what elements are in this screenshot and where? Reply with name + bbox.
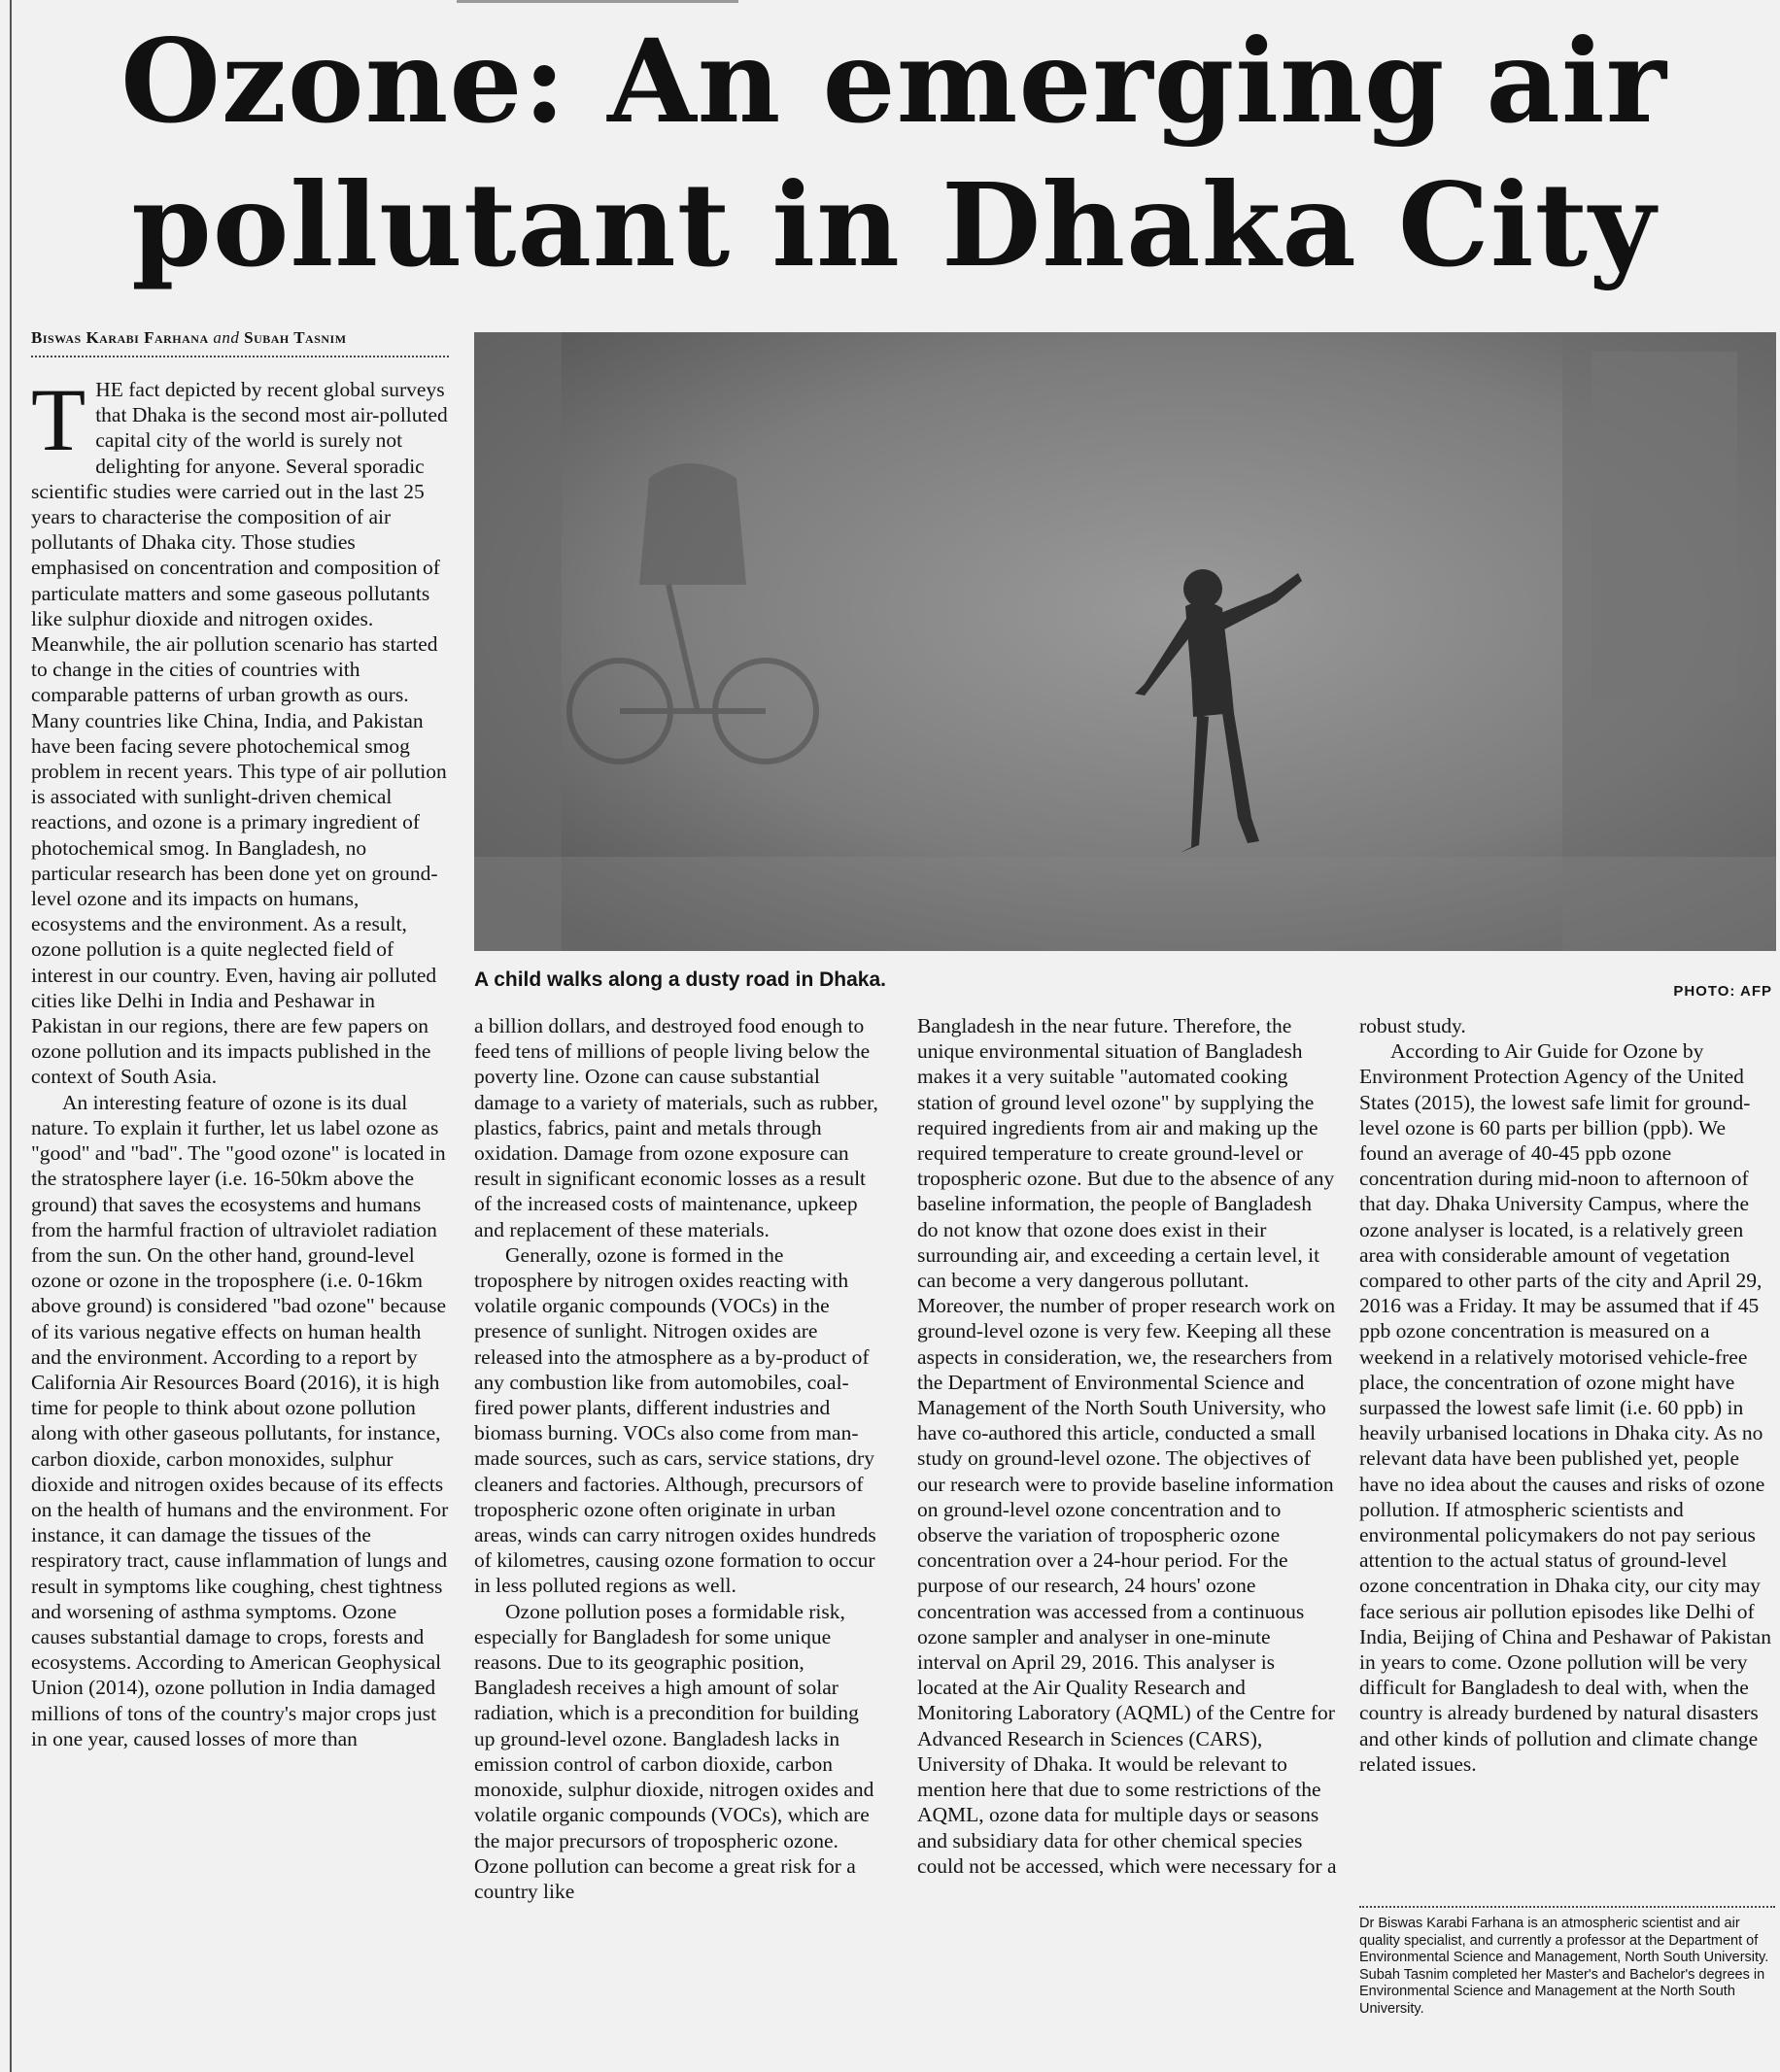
vehicle-silhouette [1592, 352, 1737, 701]
article-paragraph: An interesting feature of ozone is its dual nature. To explain it further, let us label ozone as "good" and "bad". The "good ozone" is located in the stratosphere layer (i.e. 16-50km above the ground) that saves the ecosystems and humans from the harmful fraction of ultraviolet radiation from the sun. On the other hand, ground-level ozone or ozone in the troposphere (i.e. 0-16km above ground) is considered "bad ozone" because of its various negative effects on human health and the environment. According to a report by California Air Resources Board (2016), it is high time for people to think about ozone pollution along with other gaseous pollutants, for instance, carbon dioxide, carbon monoxides, sulphur dioxide and nitrogen oxides because of its effects on the health of humans and the environment. For instance, it can damage the tissues of the respiratory tract, cause inflammation of lungs and result in symptoms like coughing, chest tightness and worsening of asthma symptoms. Ozone causes substantial damage to crops, forests and ecosystems. According to American Geophysical Union (2014), ozone pollution in India damaged millions of tons of the country's major crops just in one year, caused losses of more than [31, 1090, 449, 1750]
photo-illustration [474, 332, 1776, 951]
headline: Ozone: An emerging air pollutant in Dhaka City [120, 14, 1667, 292]
byline-conjunction: and [213, 328, 240, 347]
article-paragraph [31, 377, 449, 1090]
author-2: Subah Tasnim [244, 328, 347, 347]
article-paragraph: Ozone pollution poses a formidable risk, especially for Bangladesh for some unique reasons. Due to its geographic position, Bangladesh receives a high amount of solar radiation, which is a precondition for building up ground-level ozone. Bangladesh lacks in emission control of carbon dioxide, carbon monoxide, sulphur dioxide, nitrogen oxides and volatile organic compounds (VOCs), which are the major precursors of tropospheric ozone. Ozone pollution can become a great risk for a country like [474, 1599, 874, 1903]
article-paragraph: Bangladesh in the near future. Therefore, the unique environmental situation of Bangladesh makes it a very suitable "automated cooking station of ground level ozone" by supplying the required ingredients from air and making up the required temperature to create ground-level or tropospheric ozone. But due to the absence of any baseline information, the people of Bangladesh do not know that ozone does exist in their surrounding air, and exceeding a certain level, it can become a very dangerous pollutant. Moreover, the number of proper research work on ground-level ozone is very few. Keeping all these aspects in consideration, we, the researchers from the Department of Environmental Science and Management of the North South University, who have co-authored this article, conducted a small study on ground-level ozone. The objectives of our research were to provide baseline information on ground-level ozone concentration and to observe the variation of tropospheric ozone concentration over a 24-hour period. For the purpose of our research, 24 hours' ozone concentration was accessed from a continuous ozone sampler and analyser in one-minute interval on April 29, 2016. This analyser is located at the Air Quality Research and Monitoring Laboratory (AQML) of the Centre for Advanced Research in Sciences (CARS), University of Dhaka. It would be relevant to mention here that due to some restrictions of the AQML, ozone data for multiple days or seasons and subsidiary data for other chemical species could not be accessed, which were necessary for a [917, 1014, 1337, 1878]
article-paragraph: a billion dollars, and destroyed food enough to feed tens of millions of people living below the poverty line. Ozone can cause substantial damage to a variety of materials, such as rubber, plastics, fabrics, paint and metals through oxidation. Damage from ozone exposure can result in significant economic losses as a result of the increased costs of maintenance, upkeep and replacement of these materials. [474, 1014, 878, 1241]
top-rule [457, 0, 738, 3]
article-paragraph: robust study. [1359, 1014, 1466, 1037]
article-column-1 [31, 377, 449, 2038]
paragraph-text: HE fact depicted by recent global surveys that Dhaka is the second most air-polluted capital city of the world is surely not delighting for anyone. Several sporadic scientific studies were carried out in the last 25 years to characterise the composition of air pollutants of Dhaka city. Those studies emphasised on concentration and composition of particulate matters and some gaseous pollutants like sulphur dioxide and nitrogen oxides. Meanwhile, the air pollution scenario has started to change in the cities of countries with comparable patterns of urban growth as ours. Many countries like China, India, and Pakistan have been facing severe photochemical smog problem in recent years. This type of air pollution is associated with sunlight-driven chemical reactions, and ozone is a primary ingredient of photochemical smog. In Bangladesh, no particular research has been done yet on ground-level ozone and its impacts on humans, ecosystems and the environment. As a result, ozone pollution is a quite neglected field of interest in our country. Even, having air polluted cities like Delhi in India and Peshawar in Pakistan in our regions, there are few papers on ozone pollution and its impacts published in the context of South Asia. [31, 378, 448, 1089]
photo-credit: PHOTO: AFP [1673, 983, 1772, 1000]
photo-caption: A child walks along a dusty road in Dhaka. [474, 968, 886, 991]
article-paragraph: According to Air Guide for Ozone by Environment Protection Agency of the United States (2015), the lowest safe limit for ground-level ozone is 60 parts per billion (ppb). We found an average of 40-45 ppb ozone concentration during mid-noon to afternoon of that day. Dhaka University Campus, where the ozone analyser is located, is a relatively green area with considerable amount of vegetation compared to other parts of the city and April 29, 2016 was a Friday. It may be assumed that if 45 ppb ozone concentration is measured on a weekend in a relatively motorised vehicle-free place, the concentration of ozone might have surpassed the lowest safe limit (i.e. 60 ppb) in heavily urbanised locations in Dhaka city. As no relevant data have been published yet, people have no idea about the causes and risks of ozone pollution. If atmospheric scientists and environmental policymakers do not pay serious attention to the actual status of ground-level ozone concentration in Dhaka city, our city may face serious air pollution episodes like Delhi of India, Beijing of China and Peshawar of Pakistan in years to come. Ozone pollution will be very difficult for Bangladesh to deal with, when the country is already burdened by natural disasters and other kinds of pollution and climate change related issues. [1359, 1039, 1771, 1776]
author-1: Biswas Karabi Farhana [31, 328, 209, 347]
dusty-road [474, 857, 1776, 951]
article-column-3 [917, 1013, 1337, 2043]
article-photo [474, 332, 1776, 951]
left-border-rule [10, 0, 12, 2072]
drop-cap: T [31, 377, 86, 469]
author-bio: Dr Biswas Karabi Farhana is an atmospheric scientist and air quality specialist, and currently a professor at the Department of Environmental Science and Management, North South University. Subah Tasnim completed her Master's and Bachelor's degrees in Environmental Science and Management at the North South University. [1359, 1906, 1775, 2018]
article-column-4 [1359, 1013, 1775, 1897]
article-column-2 [474, 1013, 882, 2043]
article-paragraph: Generally, ozone is formed in the troposphere by nitrogen oxides reacting with volatile organic compounds (VOCs) in the presence of sunlight. Nitrogen oxides are released into the atmosphere as a by-product of any combustion like from automobiles, coal-fired power plants, different industries and biomass burning. VOCs also come from man-made sources, such as cars, service stations, dry cleaners and factories. Although, precursors of tropospheric ozone often originate in urban areas, winds can carry nitrogen oxides hundreds of kilometres, causing ozone formation to occur in less polluted regions as well. [474, 1242, 876, 1598]
byline [31, 328, 449, 357]
